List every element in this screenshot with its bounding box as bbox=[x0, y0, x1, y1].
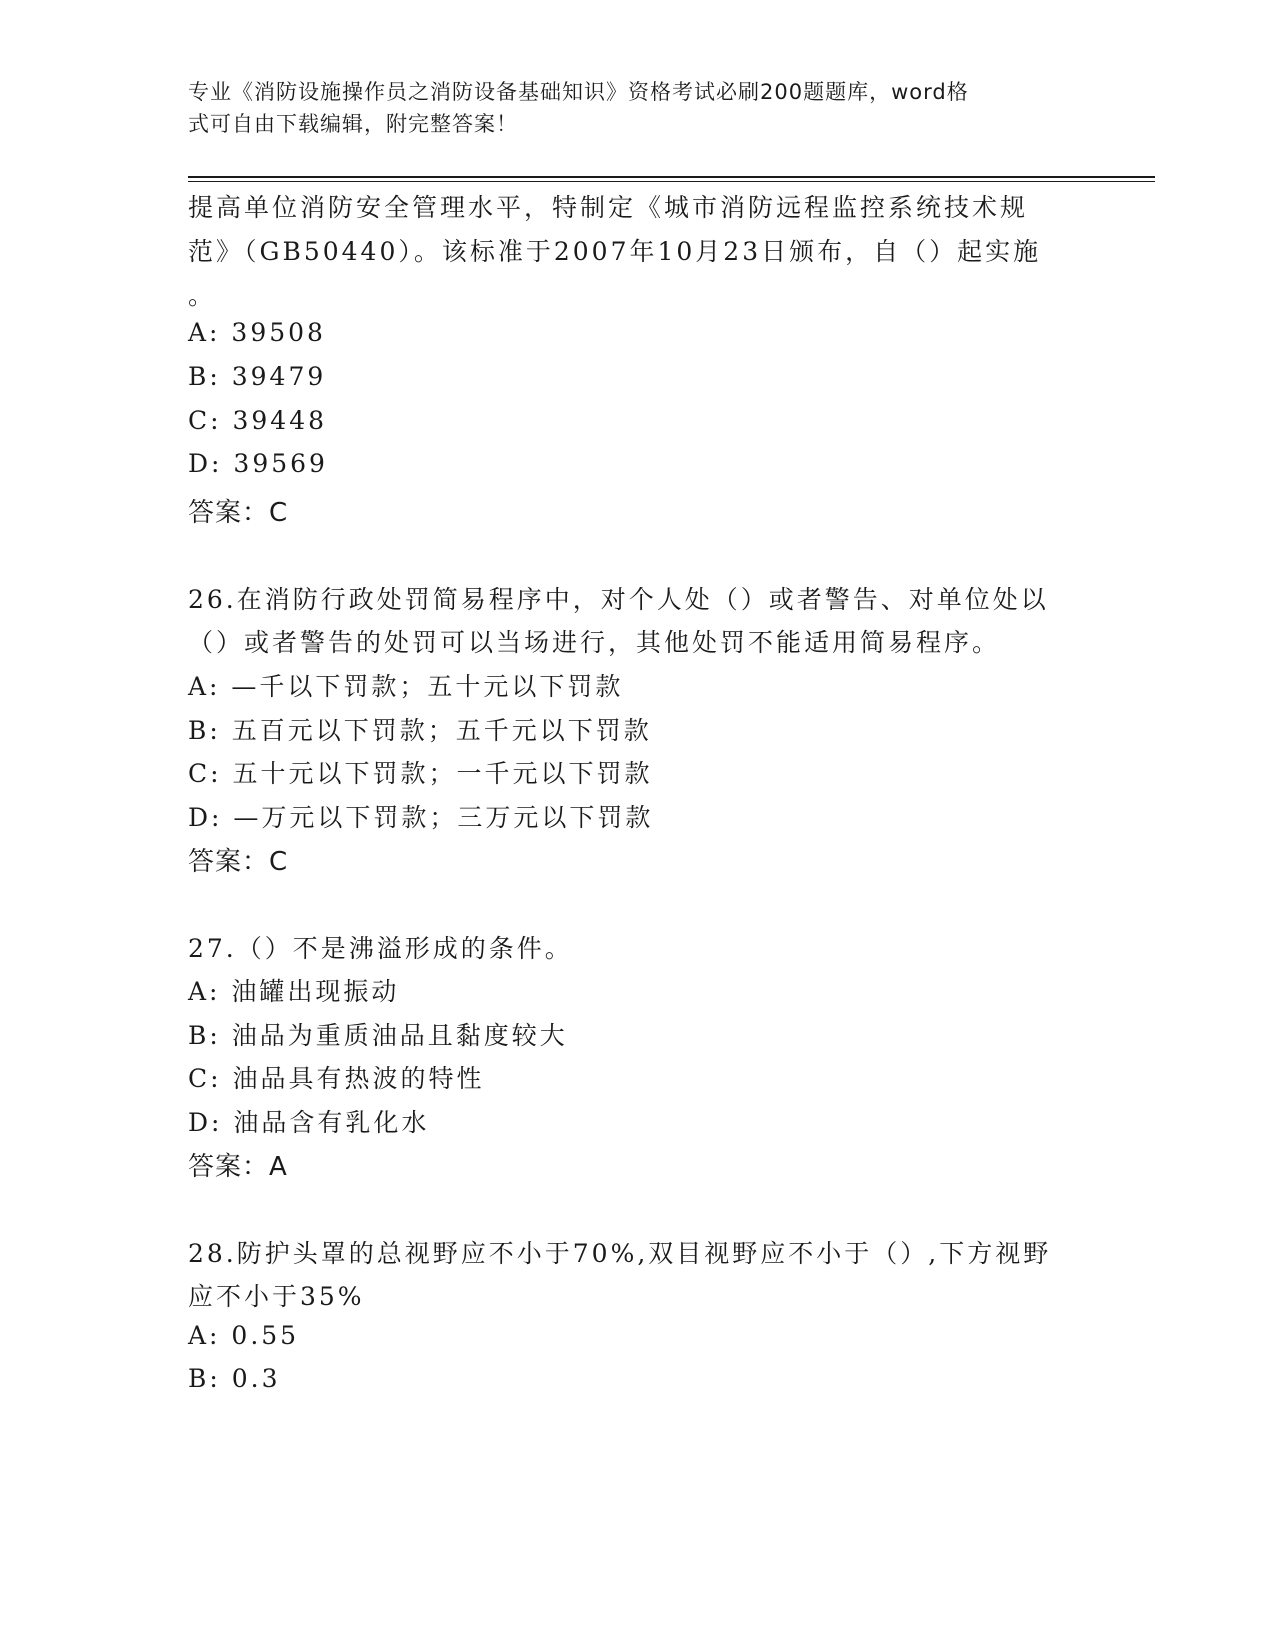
answer-label: 答案：C bbox=[188, 847, 289, 877]
header-line-1: 专业《消防设施操作员之消防设备基础知识》资格考试必刷200题题库，word格 bbox=[188, 80, 969, 104]
option-a: A: —千以下罚款；五十元以下罚款 bbox=[188, 672, 624, 701]
header-line-2: 式可自由下载编辑，附完整答案！ bbox=[188, 112, 518, 136]
header-divider-thick bbox=[188, 176, 1155, 178]
option-b: B: 油品为重质油品且黏度较大 bbox=[188, 1021, 568, 1050]
option-b: B: 39479 bbox=[188, 362, 327, 391]
question-stem-line: 28.防护头罩的总视野应不小于70%,双目视野应不小于（）,下方视野 bbox=[188, 1239, 1052, 1268]
answer-label: 答案：C bbox=[188, 498, 289, 528]
question-stem-line: 27.（）不是沸溢形成的条件。 bbox=[188, 934, 573, 963]
option-b: B: 0.3 bbox=[188, 1364, 281, 1393]
question-stem-line: 范》（GB50440）。该标准于2007年10月23日颁布，自（）起实施 bbox=[188, 237, 1042, 266]
option-b: B: 五百元以下罚款；五千元以下罚款 bbox=[188, 716, 652, 745]
option-a: A: 油罐出现振动 bbox=[188, 977, 400, 1006]
question-stem-line: 。 bbox=[188, 281, 217, 310]
option-a: A: 0.55 bbox=[188, 1321, 300, 1350]
option-d: D: —万元以下罚款；三万元以下罚款 bbox=[188, 803, 654, 832]
answer-label: 答案：A bbox=[188, 1152, 288, 1182]
option-c: C: 39448 bbox=[188, 406, 328, 435]
header-divider-thin bbox=[188, 181, 1155, 182]
option-c: C: 五十元以下罚款；一千元以下罚款 bbox=[188, 759, 653, 788]
option-a: A: 39508 bbox=[188, 318, 326, 347]
option-d: D: 油品含有乳化水 bbox=[188, 1108, 430, 1137]
document-header bbox=[188, 76, 1068, 140]
question-stem-line: 提高单位消防安全管理水平，特制定《城市消防远程监控系统技术规 bbox=[188, 193, 1029, 222]
option-c: C: 油品具有热波的特性 bbox=[188, 1064, 485, 1093]
question-stem-line: 26.在消防行政处罚简易程序中，对个人处（）或者警告、对单位处以 bbox=[188, 585, 1049, 614]
option-d: D: 39569 bbox=[188, 449, 328, 478]
question-stem-line: （）或者警告的处罚可以当场进行，其他处罚不能适用简易程序。 bbox=[188, 628, 1001, 657]
question-stem-line: 应不小于35% bbox=[188, 1282, 365, 1311]
